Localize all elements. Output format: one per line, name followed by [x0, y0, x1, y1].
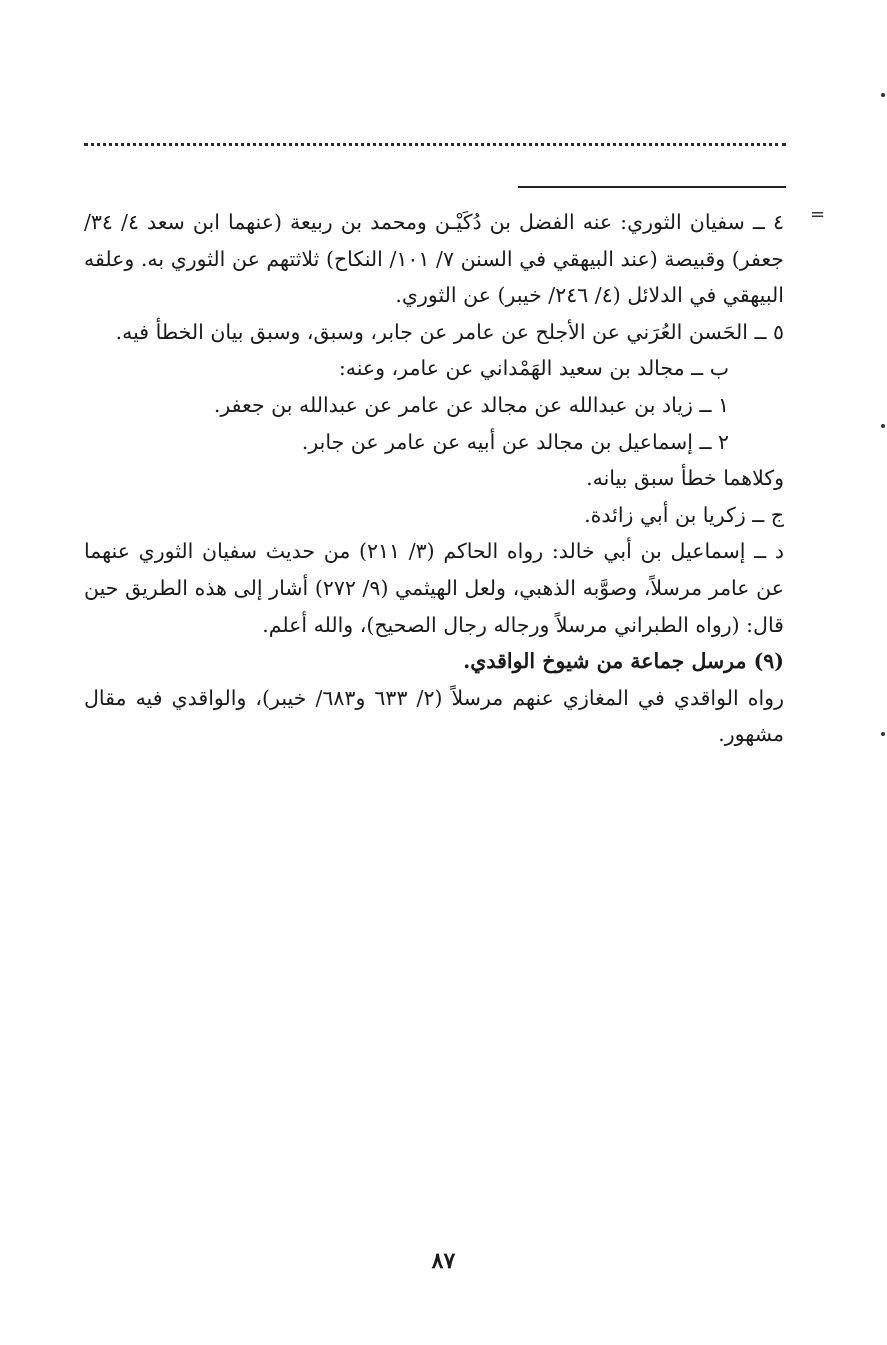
edge-speck	[881, 732, 885, 736]
section-separator-rule	[518, 186, 786, 188]
page-body-text	[84, 204, 784, 753]
edge-speck	[881, 93, 885, 97]
paragraph-both-errors: وكلاهما خطأ سبق بيانه.	[586, 466, 784, 491]
paragraph-ismail-mujalid: ٢ ــ إسماعيل بن مجالد عن أبيه عن عامر عن جابر.	[301, 429, 729, 454]
page-number: ٨٧	[431, 1248, 456, 1274]
paragraph-zakariya: ج ــ زكريا بن أبي زائدة.	[584, 502, 784, 527]
edge-speck	[881, 424, 885, 428]
margin-equals-marker: =	[810, 204, 826, 225]
header-dotted-rule	[84, 143, 786, 146]
paragraph-hasan-urani: ٥ ــ الحَسن العُرَني عن الأجلح عن عامر عن جابر، وسبق، وسبق بيان الخطأ فيه.	[115, 319, 784, 344]
paragraph-mujalid: ب ــ مجالد بن سعيد الهَمْداني عن عامر، وعنه:	[338, 356, 729, 381]
section-heading-waqidi: (٩) مرسل جماعة من شيوخ الواقدي.	[463, 649, 784, 674]
paragraph-ismail-abi-khalid: د ــ إسماعيل بن أبي خالد: رواه الحاكم (٣/ ٢١١) من حديث سفيان الثوري عنهما عن عامر مرسلاً، وصوَّبه الذهبي، ولعل الهيثمي (٩/ ٢٧٢) أشار إلى هذه الطريق حين قال: (رواه الطبراني مرسلاً ورجاله رجال الصحيح)، والله أعلم.	[84, 539, 784, 637]
paragraph-ziyad: ١ ــ زياد بن عبدالله عن مجالد عن عامر عن عبدالله بن جعفر.	[213, 392, 729, 417]
paragraph-waqidi: رواه الواقدي في المغازي عنهم مرسلاً (٢/ ٦٣٣ و٦٨٣/ خيبر)، والواقدي فيه مقال مشهور.	[84, 685, 784, 747]
paragraph-thawri: ٤ ــ سفيان الثوري: عنه الفضل بن دُكَيْـن ومحمد بن ربيعة (عنهما ابن سعد ٤/ ٣٤/ جعفر) وقبيصة (عند البيهقي في السنن ٧/ ١٠١/ النكاح) ثلاثتهم عن الثوري به. وعلقه البيهقي في الدلائل (٤/ ٢٤٦/ خيبر) عن الثوري.	[84, 210, 784, 308]
